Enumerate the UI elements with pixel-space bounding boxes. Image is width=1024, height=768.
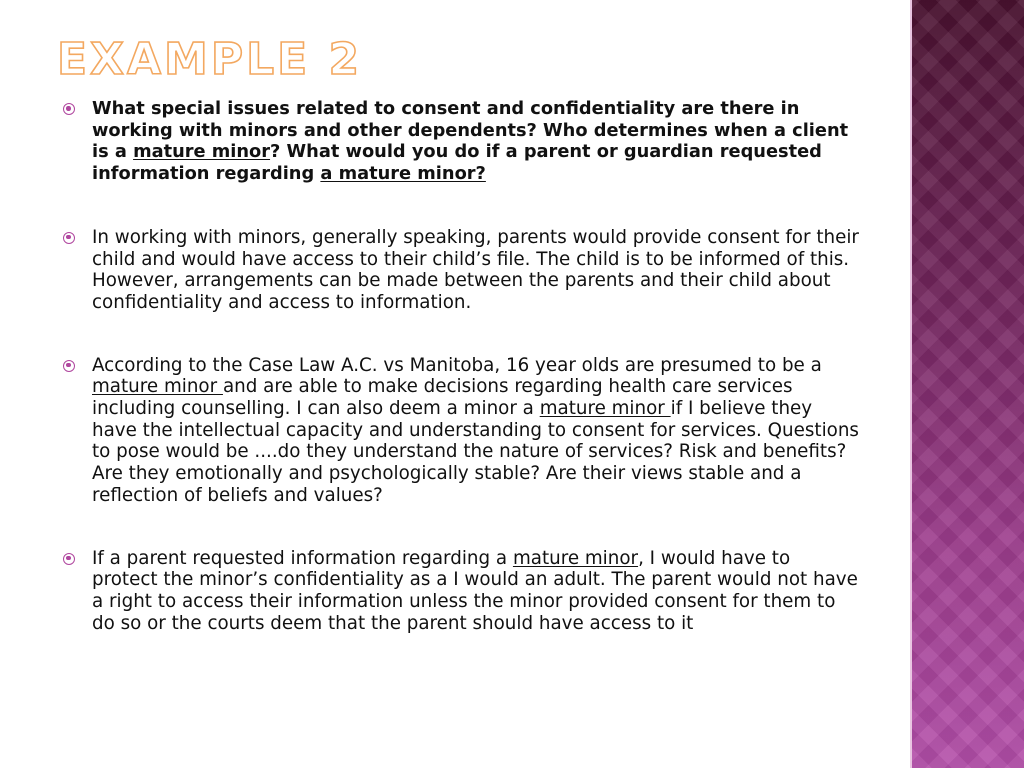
bullet-circle-icon xyxy=(63,103,75,115)
bullet-answer-case-law xyxy=(60,355,860,507)
underlined-term: mature minor xyxy=(539,398,671,420)
bullet-circle-icon xyxy=(63,553,75,565)
bullet-text: According to the Case Law A.C. vs Manitoba, 16 year olds are presumed to be a xyxy=(92,354,822,376)
underlined-term: mature minor xyxy=(92,376,223,398)
bullet-text: If a parent requested information regarding a xyxy=(92,547,513,569)
bullet-circle-icon xyxy=(63,360,75,372)
bullet-answer-parent-request xyxy=(60,548,860,635)
decorative-side-panel xyxy=(912,0,1024,768)
bullet-text: ? What would you do if a parent or guardian requested information regarding xyxy=(92,141,822,185)
underlined-term: mature minor xyxy=(133,141,271,163)
bullet-text: if I believe they have the intellectual capacity and understanding to consent for services. Questions to pose would be ....do they understand the nature of services? Risk and benefits? Are they emotionally and psychologically stable? Are their views stable and a reflection of beliefs and values? xyxy=(92,398,859,506)
bullet-answer-general xyxy=(60,227,860,314)
bullet-circle-icon xyxy=(63,232,75,244)
underlined-term: mature minor xyxy=(512,547,639,569)
bullet-text: In working with minors, generally speaking, parents would provide consent for their child and would have access to their child’s file. The child is to be informed of this. However, arrangements can be made between the parents and their child about confidentiality and access to information. xyxy=(92,226,859,313)
bullet-text: and are able to make decisions regarding health care services including counselling. I can also deem a minor a xyxy=(92,376,793,420)
bullet-text: What special issues related to consent and confidentiality are there in working with minors and other dependents? Who determines when a client is a xyxy=(92,98,849,163)
slide-title: EXAMPLE 2 xyxy=(57,34,363,85)
underlined-term: a mature minor? xyxy=(320,163,486,185)
bullet-text: , I would have to protect the minor’s confidentiality as a I would an adult. The parent would not have a right to access their information unless the minor provided consent for them to do so or the courts deem that the parent should have access to it xyxy=(92,547,858,634)
bullet-question xyxy=(60,98,860,185)
bullet-list xyxy=(60,98,860,634)
